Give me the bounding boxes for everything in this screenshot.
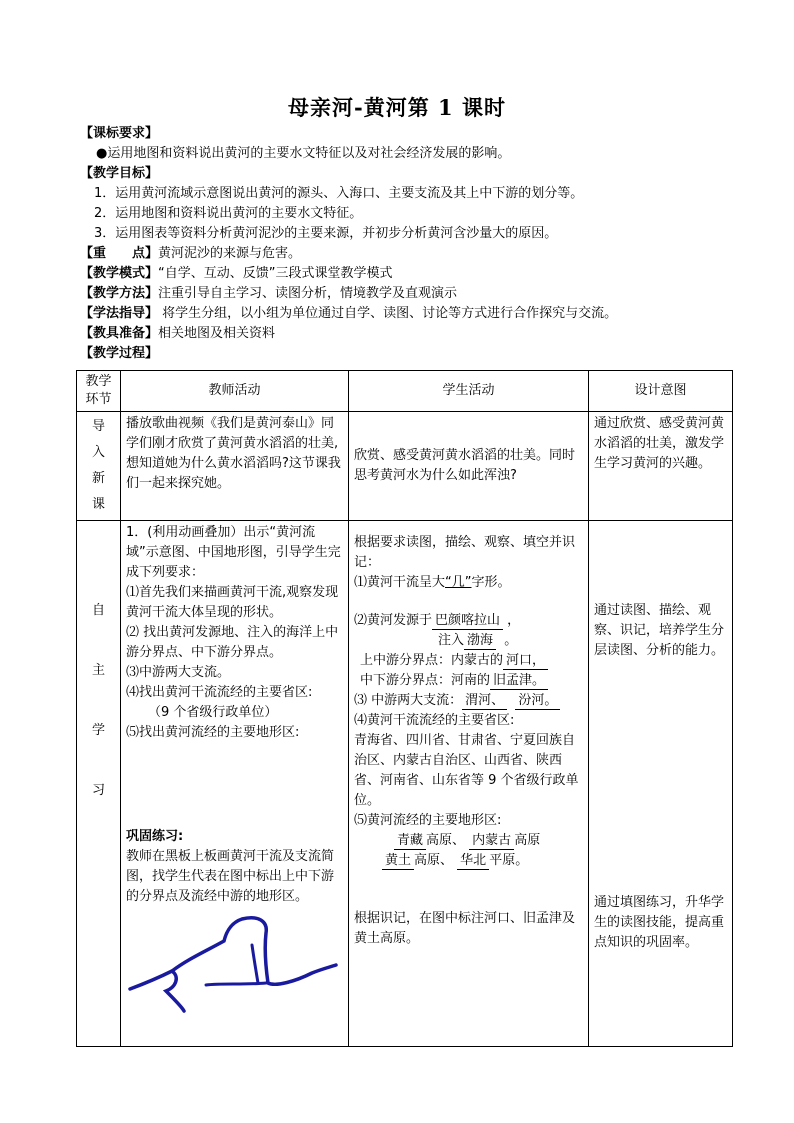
teaching-tools: 【教具准备】相关地图及相关资料 <box>80 326 276 341</box>
teacher-activity-intro: 播放歌曲视频《我们是黄河泰山》同学们刚才欣赏了黄河黄水滔滔的壮美,想知道她为什么黄水滔滔吗?这节课我们一起来探究她。 <box>121 412 349 521</box>
col-header-phase: 教学环节 <box>77 371 121 412</box>
process-label: 【教学过程】 <box>80 346 159 361</box>
col-header-student: 学生活动 <box>349 371 589 412</box>
lesson-table <box>76 370 733 1047</box>
student-activity-intro: 欣赏、感受黄河黄水滔滔的壮美。同时思考黄河水为什么如此浑浊? <box>349 412 589 521</box>
answer-middle-lower: 中下游分界点：河南的 旧孟津。 <box>354 671 583 691</box>
practice-label: 巩固练习: <box>126 829 184 844</box>
answer-upper-middle: 上中游分界点：内蒙古的 河口， <box>354 651 583 671</box>
col-header-intent: 设计意图 <box>589 371 733 412</box>
teaching-mode: 【教学模式】“自学、互动、反馈”三段式课堂教学模式 <box>80 266 393 281</box>
yellow-river-sketch <box>126 911 342 1015</box>
student-activity-self-study: 根据要求读图，描绘、观察、填空并识记： ⑴黄河干流呈大“几”字形。 ⑵黄河发源于 巴颜喀拉山 ， 注入 渤海 。 上中游分界点：内蒙古的 河口， 中下游分界点：河南的 旧孟津。 ⑶ 中游两大支流： 渭河、 汾河。 ⑷黄河干流流经的主要省区: 青海省、四川省、甘肃省、宁夏回族自治区、内蒙古自治区、山西省、陕西省、河南省、山东省等 9 个省级行政单位。 ⑸黄河流经的主要地形区: 青藏 高原、 内蒙古 高原 黄土 高原、 华北 平原。 根据识记，在图中标注河口、旧孟津及黄土高原。 <box>349 521 589 1047</box>
teaching-method: 【教学方法】注重引导自主学习、读图分析，情境教学及直观演示 <box>80 286 458 301</box>
answer-landforms-1: 青藏 高原、 内蒙古 高原 <box>354 831 583 851</box>
table-row <box>77 412 733 521</box>
std-text: ●运用地图和资料说出黄河的主要水文特征以及对社会经济发展的影响。 <box>96 146 511 161</box>
answer-source: ⑵黄河发源于 巴颜喀拉山 ， <box>354 613 521 628</box>
goal-item-1: 1．运用黄河流域示意图说出黄河的源头、入海口、主要支流及其上中下游的划分等。 <box>94 186 584 201</box>
page-title: 母亲河-黄河第 1 课时 <box>288 95 506 120</box>
intent-intro: 通过欣赏、感受黄河黄水滔滔的壮美，激发学生学习黄河的兴趣。 <box>589 412 733 521</box>
key-point: 【重 点】黄河泥沙的来源与危害。 <box>80 246 302 261</box>
phase-intro: 导 入 新 课 <box>77 412 121 521</box>
goal-label: 【教学目标】 <box>80 166 159 181</box>
phase-self-study: 自 主 学 习 <box>77 521 121 1047</box>
study-guide: 【学法指导】 将学生分组，以小组为单位通过自学、读图、讨论等方式进行合作探究与交流。 <box>80 306 618 321</box>
intent-self-study: 通过读图、描绘、观察、识记，培养学生分层读图、分析的能力。 通过填图练习，升华学生的读图技能，提高重点知识的巩固率。 <box>589 521 733 1047</box>
table-header-row <box>77 371 733 412</box>
answer-sea: 注入 渤海 。 <box>438 633 518 648</box>
goal-item-3: 3．运用图表等资料分析黄河泥沙的主要来源，并初步分析黄河含沙量大的原因。 <box>94 226 558 241</box>
answer-landforms-2: 黄土 高原、 华北 平原。 <box>354 851 583 871</box>
answer-practice: 根据识记，在图中标注河口、旧孟津及黄土高原。 <box>354 911 576 946</box>
std-label: 【课标要求】 <box>80 126 159 141</box>
teacher-activity-self-study: 1．(利用动画叠加）出示“黄河流域”示意图、中国地形图，引导学生完成下列要求： ⑴首先我们来描画黄河干流,观察发现黄河干流大体呈现的形状。 ⑵ 找出黄河发源地、注入的海洋上中游分界点、中下游分界点。 ⑶中游两大支流。 ⑷找出黄河干流流经的主要省区: （9 个省级行政单位） ⑸找出黄河流经的主要地形区: 巩固练习: 教师在黑板上板画黄河干流及支流简图，找学生代表在图中标出上中下游的分界点及流经中游的地形区。 <box>121 521 349 1047</box>
lesson-header <box>80 124 740 364</box>
answer-tributaries: ⑶ 中游两大支流： 渭河、 汾河。 <box>354 691 583 711</box>
col-header-teacher: 教师活动 <box>121 371 349 412</box>
answer-provinces: 青海省、四川省、甘肃省、宁夏回族自治区、内蒙古自治区、山西省、陕西省、河南省、山东省等 9 个省级行政单位。 <box>354 733 579 808</box>
goal-item-2: 2．运用地图和资料说出黄河的主要水文特征。 <box>94 206 363 221</box>
table-row <box>77 521 733 1047</box>
answer-shape: ⑴黄河干流呈大“几”字形。 <box>354 575 511 590</box>
